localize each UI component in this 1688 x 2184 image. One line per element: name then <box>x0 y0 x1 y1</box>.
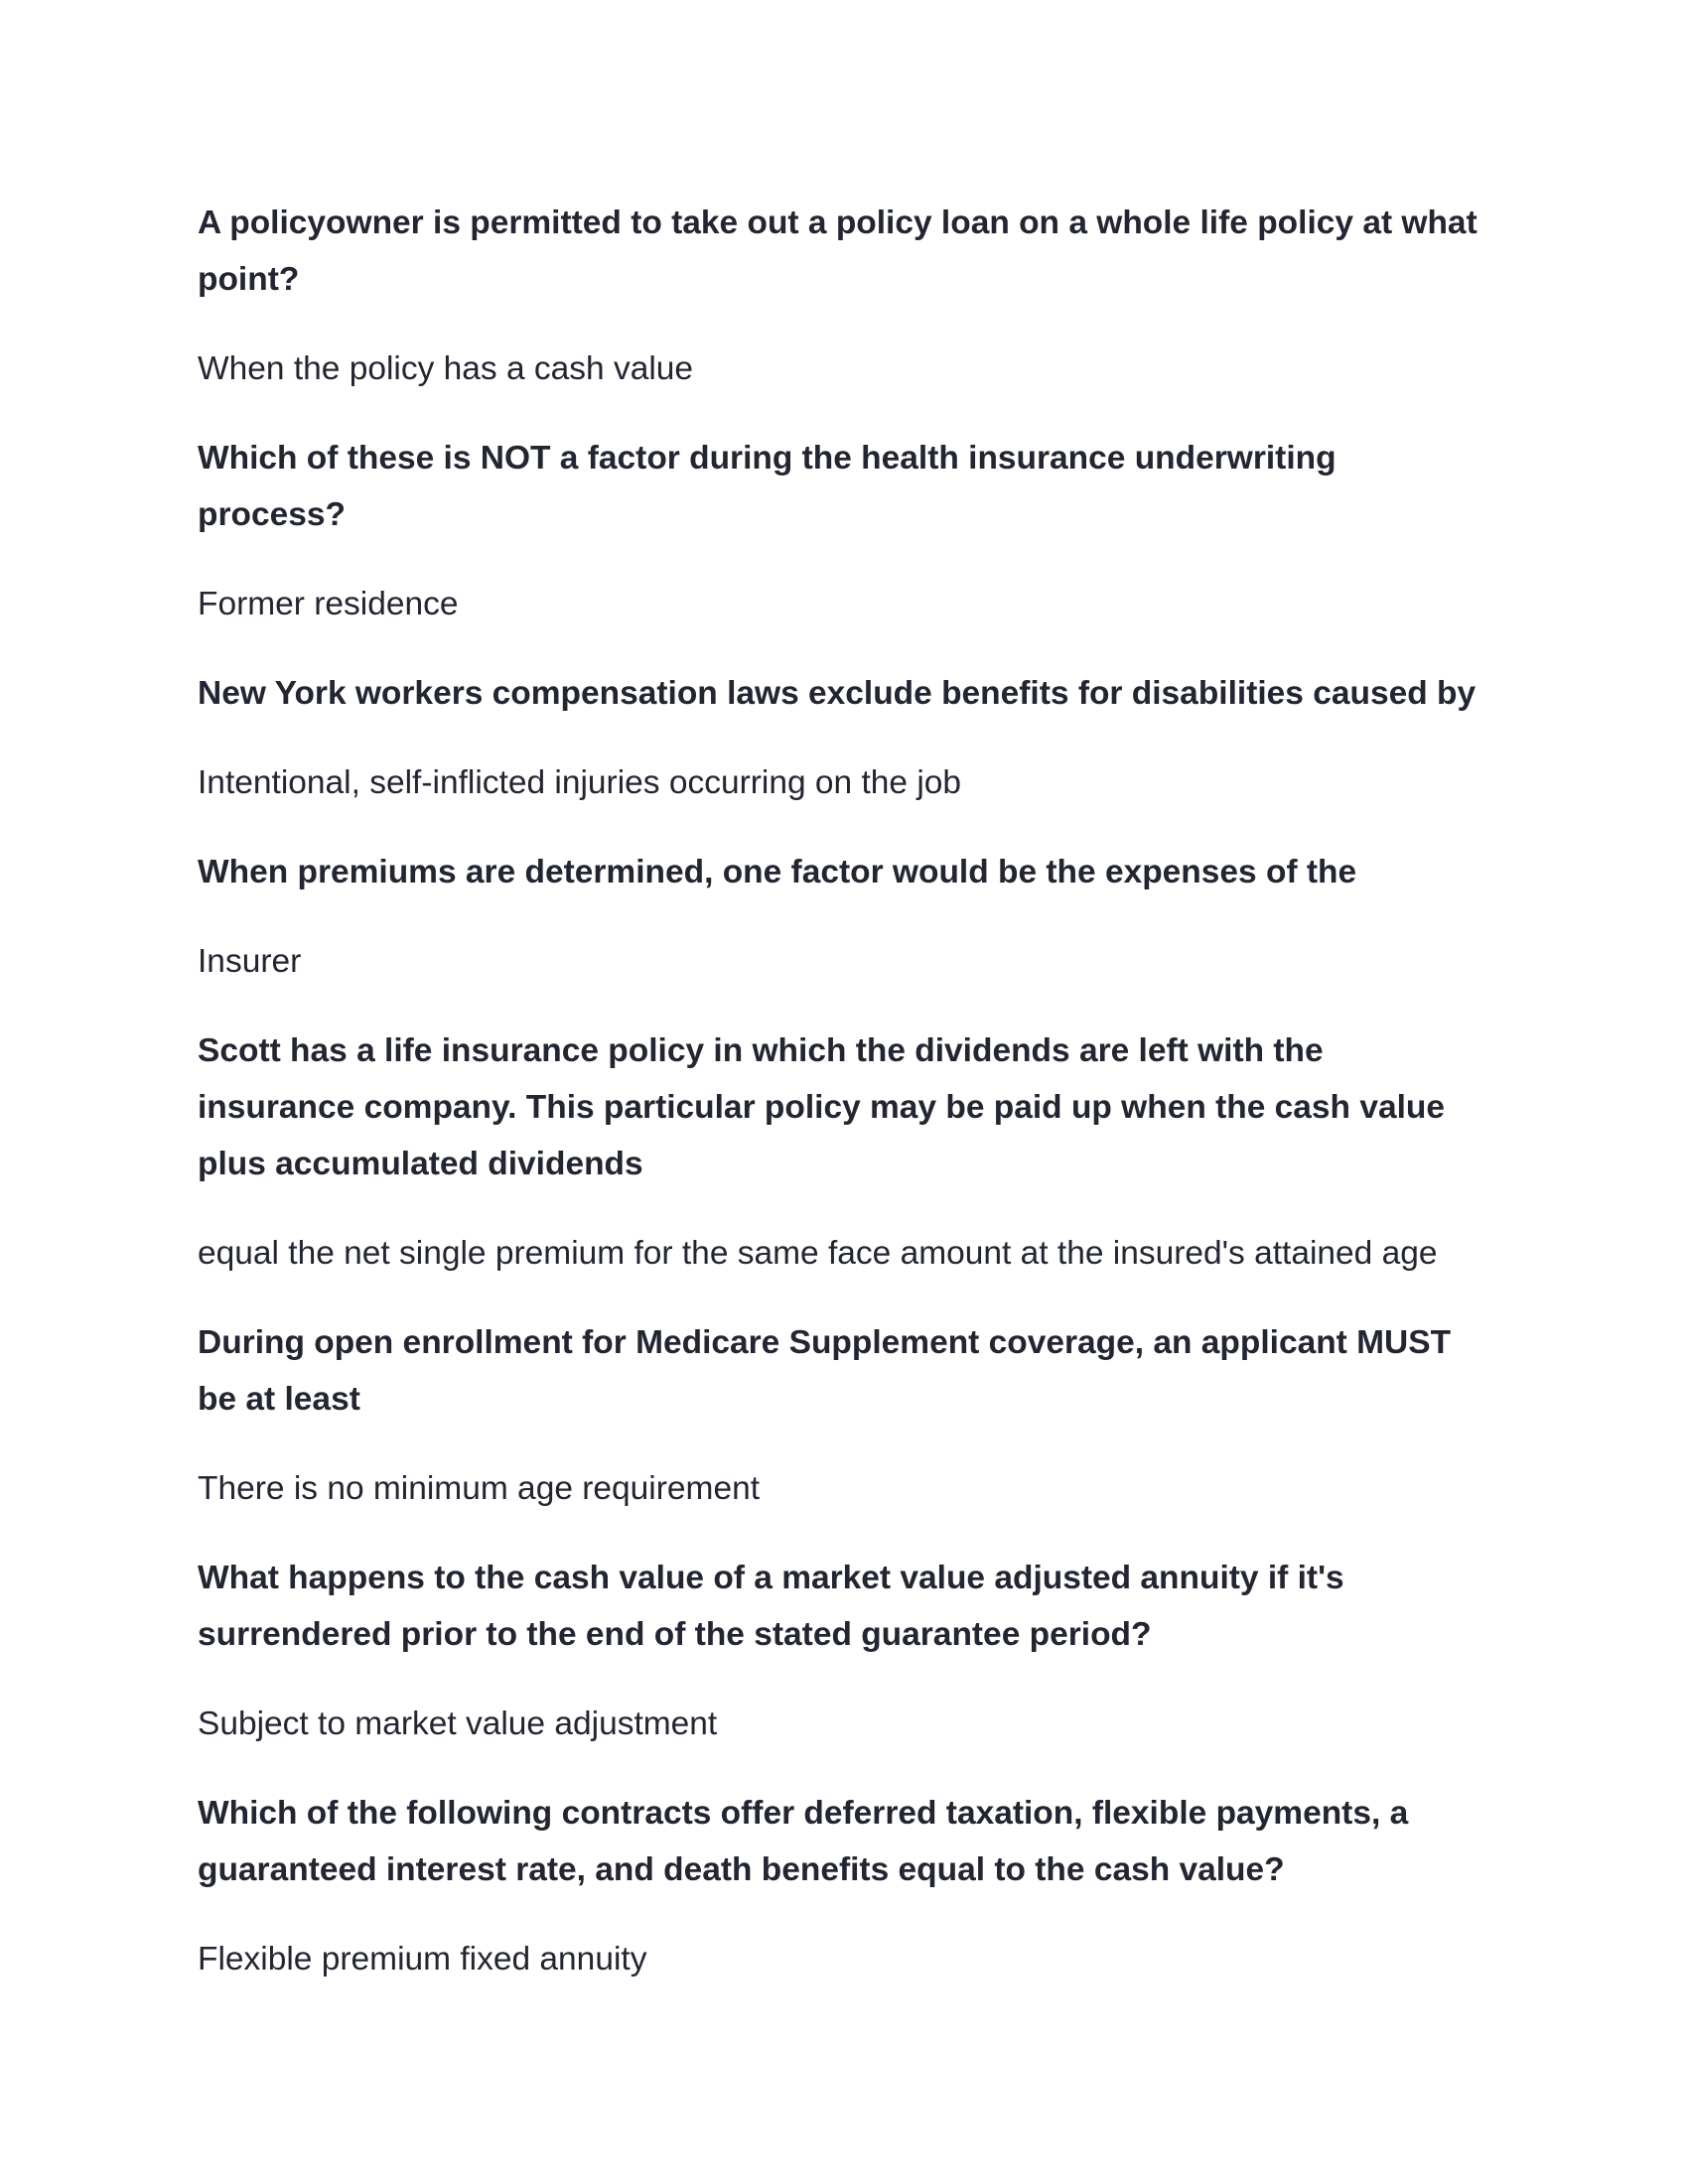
qa-item <box>198 1785 1488 1987</box>
qa-list <box>198 195 1488 2020</box>
answer-text: There is no minimum age requirement <box>198 1470 761 1507</box>
answer-text: Intentional, self-inflicted injuries occurring on the job <box>198 764 962 801</box>
question-text: What happens to the cash value of a market value adjusted annuity if it's surrendered prior to the end of the stated guarantee period? <box>198 1560 1344 1653</box>
question-text: Scott has a life insurance policy in which the dividends are left with the insurance company. This particular policy may be paid up when the cash value plus accumulated dividends <box>198 1032 1445 1182</box>
question-text: When premiums are determined, one factor would be the expenses of the <box>198 854 1357 890</box>
question-text: Which of these is NOT a factor during the health insurance underwriting process? <box>198 440 1336 533</box>
answer-text: Insurer <box>198 943 302 980</box>
qa-item <box>198 844 1488 990</box>
qa-item <box>198 1314 1488 1517</box>
answer-text: Flexible premium fixed annuity <box>198 1941 647 1978</box>
question-text: A policyowner is permitted to take out a policy loan on a whole life policy at what point? <box>198 205 1477 298</box>
qa-item <box>198 1023 1488 1282</box>
qa-item <box>198 1550 1488 1752</box>
answer-text: equal the net single premium for the same face amount at the insured's attained age <box>198 1235 1438 1272</box>
qa-item <box>198 665 1488 811</box>
question-text: Which of the following contracts offer deferred taxation, flexible payments, a guaranteed interest rate, and death benefits equal to the cash value? <box>198 1795 1409 1888</box>
question-text: New York workers compensation laws exclude benefits for disabilities caused by <box>198 675 1477 712</box>
qa-item <box>198 430 1488 632</box>
question-text: During open enrollment for Medicare Supplement coverage, an applicant MUST be at least <box>198 1324 1452 1418</box>
answer-text: When the policy has a cash value <box>198 350 694 387</box>
answer-text: Former residence <box>198 586 459 622</box>
qa-item <box>198 195 1488 397</box>
answer-text: Subject to market value adjustment <box>198 1706 718 1742</box>
